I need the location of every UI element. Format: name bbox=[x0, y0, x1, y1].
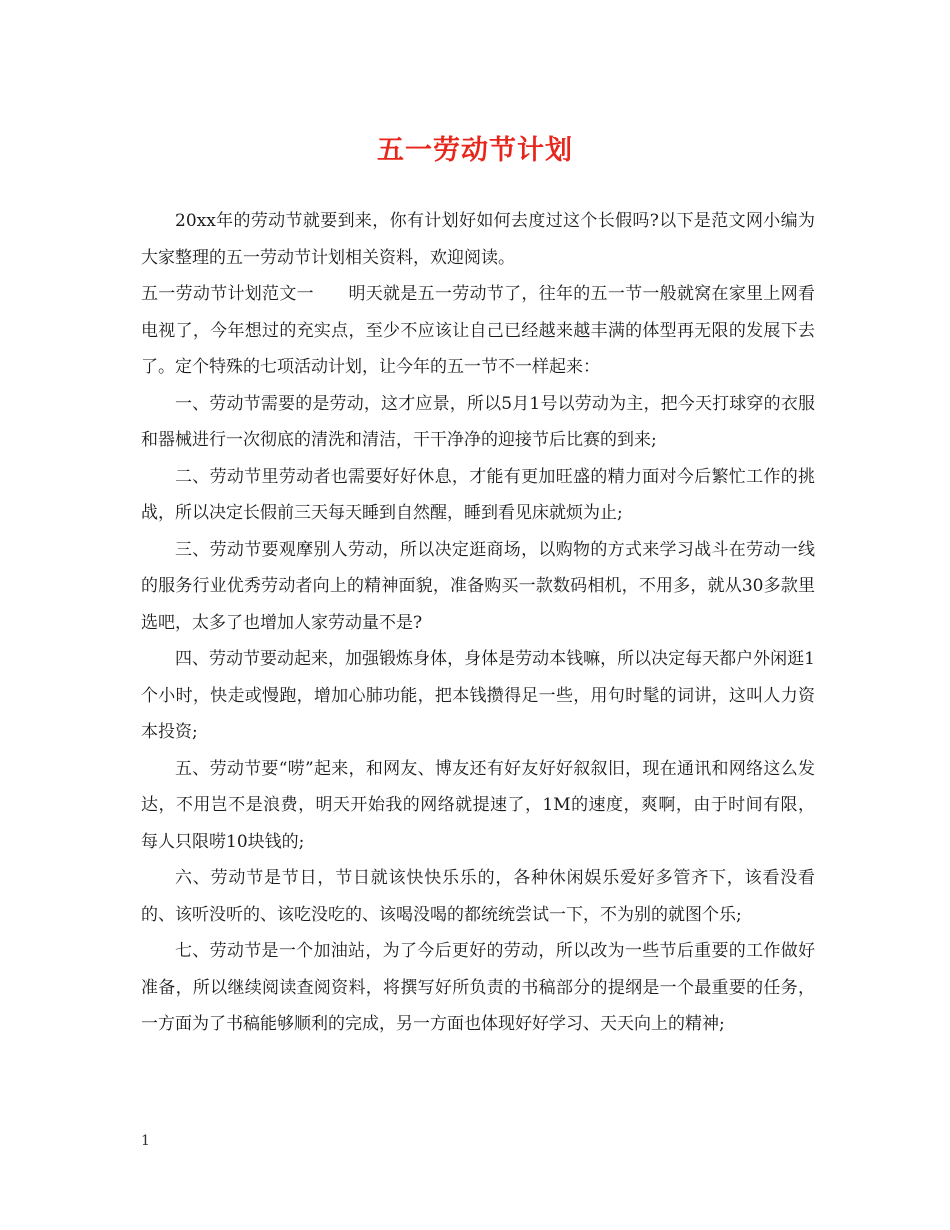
document-title: 五一劳动节计划 bbox=[377, 135, 573, 166]
plan-item-5: 五、劳动节要“唠”起来，和网友、博友还有好友好好叙叙旧，现在通讯和网络这么发达，不用岂不是浪费，明天开始我的网络就提速了，1M的速度，爽啊，由于时间有限，每人只限唠10块钱的; bbox=[141, 758, 815, 852]
page-number: 1 bbox=[141, 1133, 150, 1149]
document-body bbox=[141, 203, 815, 1043]
plan-item-1: 一、劳动节需要的是劳动，这才应景，所以5月1号以劳动为主，把今天打球穿的衣服和器械进行一次彻底的清洗和清洁，干干净净的迎接节后比赛的到来; bbox=[141, 393, 815, 450]
plan-item-6: 六、劳动节是节日，节日就该快快乐乐的，各种休闲娱乐爱好多管齐下，该看没看的、该听没听的、该吃没吃的、该喝没喝的都统统尝试一下，不为别的就图个乐; bbox=[141, 868, 815, 925]
plan-item-3: 三、劳动节要观摩别人劳动，所以决定逛商场，以购物的方式来学习战斗在劳动一线的服务行业优秀劳动者向上的精神面貌，准备购买一款数码相机，不用多，就从30多款里选吧，太多了也增加人家劳动量不是? bbox=[141, 539, 815, 633]
plan-item-7: 七、劳动节是一个加油站，为了今后更好的劳动，所以改为一些节后重要的工作做好准备，所以继续阅读查阅资料，将撰写好所负责的书稿部分的提纲是一个最重要的任务，一方面为了书稿能够顺利的完成，另一方面也体现好好学习、天天向上的精神; bbox=[141, 941, 815, 1034]
intro-paragraph: 20xx年的劳动节就要到来，你有计划好如何去度过这个长假吗?以下是范文网小编为大家整理的五一劳动节计划相关资料，欢迎阅读。 bbox=[141, 211, 815, 268]
plan-intro-paragraph: 五一劳动节计划范文一 明天就是五一劳动节了，往年的五一节一般就窝在家里上网看电视了，今年想过的充实点，至少不应该让自己已经越来越丰满的体型再无限的发展下去了。定个特殊的七项活动计划，让今年的五一节不一样起来： bbox=[141, 284, 815, 377]
plan-item-2: 二、劳动节里劳动者也需要好好休息，才能有更加旺盛的精力面对今后繁忙工作的挑战，所以决定长假前三天每天睡到自然醒，睡到看见床就烦为止; bbox=[141, 466, 815, 523]
plan-item-4: 四、劳动节要动起来，加强锻炼身体，身体是劳动本钱嘛，所以决定每天都户外闲逛1个小时，快走或慢跑，增加心肺功能，把本钱攒得足一些，用句时髦的词讲，这叫人力资本投资; bbox=[141, 649, 815, 742]
